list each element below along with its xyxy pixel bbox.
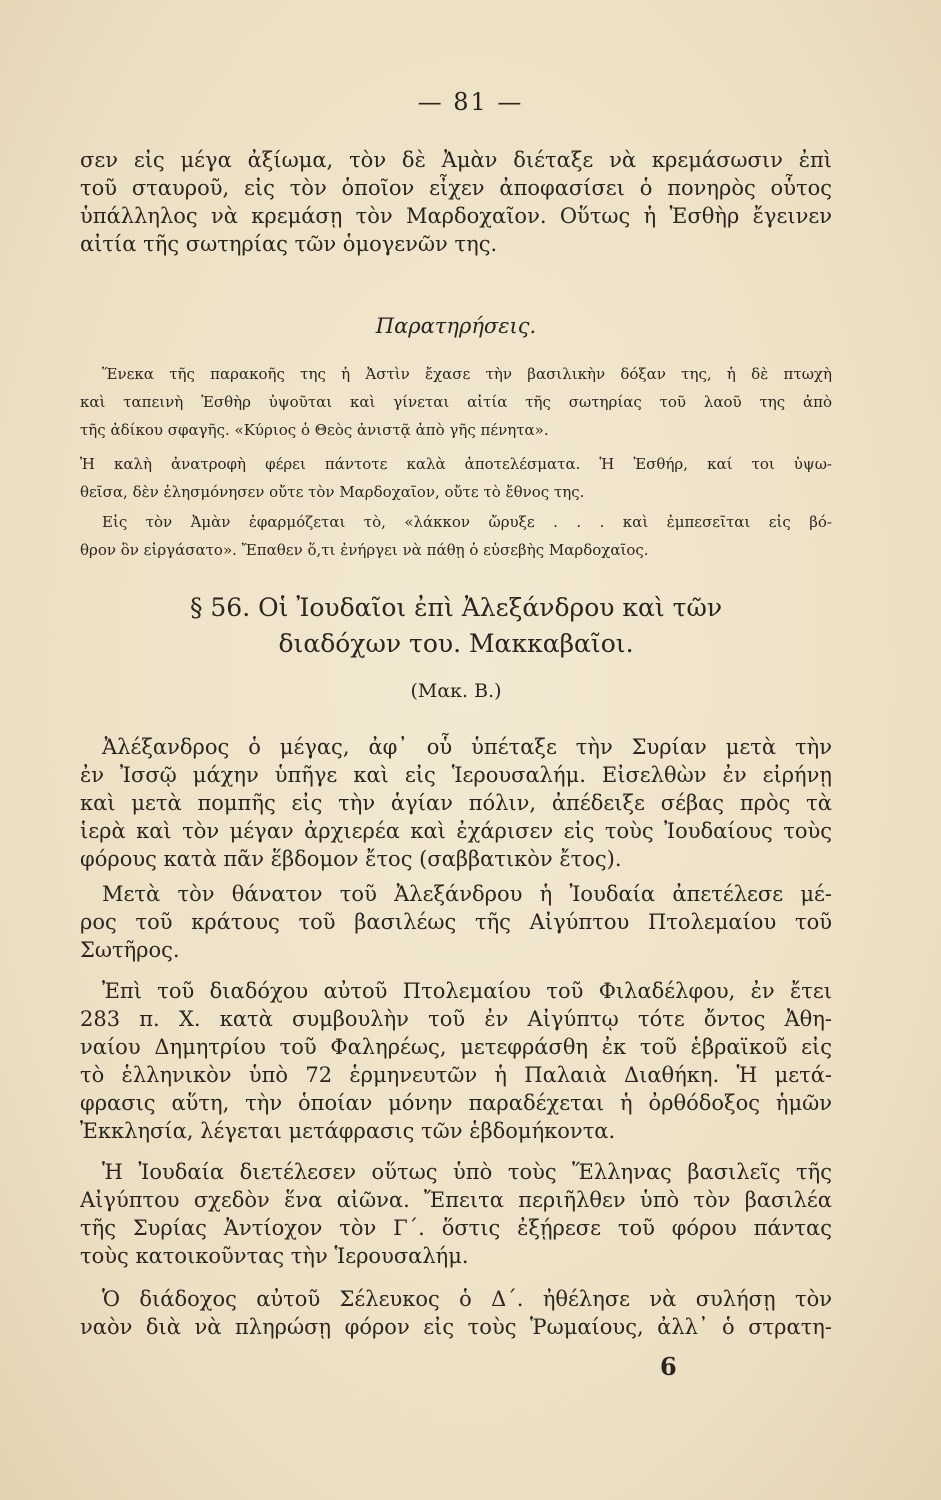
text-line: ναὸν διὰ νὰ πληρώσῃ φόρον εἰς τοὺς Ῥωμαίους, ἀλλ᾽ ὁ στρατη-	[80, 1315, 832, 1339]
text-line: Σωτῆρος.	[80, 938, 180, 962]
remarks-note-2	[80, 450, 832, 506]
text-line: Ἡ Ἰουδαία διετέλεσεν οὕτως ὑπὸ τοὺς Ἕλληνας βασιλεῖς τῆς	[102, 1160, 832, 1184]
section-ref: (Μακ. Β.)	[410, 680, 502, 702]
paragraph-continued	[80, 146, 832, 258]
text-line: φρασις αὕτη, τὴν ὁποίαν μόνην παραδέχεται ἡ ὀρθόδοξος ἡμῶν	[80, 1091, 832, 1115]
text-line: καὶ μετὰ πομπῆς εἰς τὴν ἁγίαν πόλιν, ἀπέδειξε σέβας πρὸς τὰ	[80, 791, 832, 815]
note-line: Ἕνεκα τῆς παρακοῆς της ἡ Ἀστὶν ἔχασε τὴν βασιλικὴν δόξαν της, ἡ δὲ πτωχὴ	[102, 365, 832, 383]
remarks-heading	[80, 312, 832, 340]
paragraph-ptolemy	[80, 880, 832, 964]
section-heading-line-1: § 56. Οἱ Ἰουδαῖοι ἐπὶ Ἀλεξάνδρου καὶ τῶν	[189, 593, 723, 622]
text-line: τῆς Συρίας Ἀντίοχον τὸν Γ΄. ὅστις ἐξῄρεσε τοῦ φόρου πάντας	[80, 1216, 832, 1240]
text-line: φόρους κατὰ πᾶν ἕβδομον ἔτος (σαββατικὸν ἔτος).	[80, 847, 622, 871]
text-line: Μετὰ τὸν θάνατον τοῦ Ἀλεξάνδρου ἡ Ἰουδαία ἀπετέλεσε μέ-	[102, 882, 832, 906]
text-line: Ἐκκλησία, λέγεται μετάφρασις τῶν ἑβδομήκοντα.	[80, 1119, 616, 1143]
remarks-title: Παρατηρήσεις.	[375, 314, 537, 338]
text-line: τὸ ἑλληνικὸν ὑπὸ 72 ἑρμηνευτῶν ἡ Παλαιὰ Διαθήκη. Ἡ μετά-	[80, 1063, 832, 1087]
signature-mark: 6	[660, 1352, 677, 1381]
page-number: — 81 —	[417, 88, 524, 116]
paragraph-alexander	[80, 733, 832, 873]
paragraph-antiochus	[80, 1158, 832, 1270]
section-heading-line-2: διαδόχων του. Μακκαβαῖοι.	[278, 629, 634, 658]
text-line: τοῦ σταυροῦ, εἰς τὸν ὁποῖον εἶχεν ἀποφασίσει ὁ πονηρὸς οὗτος	[80, 176, 832, 200]
remarks-note-1	[80, 360, 832, 444]
remarks-note-3	[80, 508, 832, 564]
section-heading	[80, 590, 832, 662]
text-line: Ἀλέξανδρος ὁ μέγας, ἀφ᾽ οὗ ὑπέταξε τὴν Συρίαν μετὰ τὴν	[102, 735, 832, 759]
text-line: Ὁ διάδοχος αὐτοῦ Σέλευκος ὁ Δ΄. ἠθέλησε νὰ συλήσῃ τὸν	[102, 1287, 832, 1311]
text-line: ρος τοῦ κράτους τοῦ βασιλέως τῆς Αἰγύπτου Πτολεμαίου τοῦ	[80, 910, 832, 934]
paragraph-septuagint	[80, 977, 832, 1145]
note-line: Ἡ καλὴ ἀνατροφὴ φέρει πάντοτε καλὰ ἀποτελέσματα. Ἡ Ἐσθήρ, καί τοι ὑψω-	[80, 455, 832, 473]
note-line: θρον ὃν εἰργάσατο». Ἔπαθεν ὅ,τι ἐνήργει νὰ πάθῃ ὁ εὐσεβὴς Μαρδοχαῖος.	[80, 541, 649, 559]
text-line: ὑπάλληλος νὰ κρεμάσῃ τὸν Μαρδοχαῖον. Οὕτως ἡ Ἐσθὴρ ἔγεινεν	[80, 204, 832, 228]
paragraph-seleucus	[80, 1285, 832, 1341]
text-line: σεν εἰς μέγα ἀξίωμα, τὸν δὲ Ἀμὰν διέταξε νὰ κρεμάσωσιν ἐπὶ	[80, 148, 832, 172]
text-line: τοὺς κατοικοῦντας τὴν Ἱερουσαλήμ.	[80, 1244, 469, 1268]
note-line: Εἰς τὸν Ἀμὰν ἐφαρμόζεται τὸ, «λάκκον ὤρυξε . . . καὶ ἐμπεσεῖται εἰς βό-	[102, 513, 832, 531]
text-line: αἰτία τῆς σωτηρίας τῶν ὁμογενῶν της.	[80, 232, 498, 256]
note-line: καὶ ταπεινὴ Ἐσθὴρ ὑψοῦται καὶ γίνεται αἰτία τῆς σωτηρίας τοῦ λαοῦ της ἀπὸ	[80, 393, 832, 411]
section-reference	[80, 680, 832, 702]
text-line: Ἐπὶ τοῦ διαδόχου αὐτοῦ Πτολεμαίου τοῦ Φιλαδέλφου, ἐν ἔτει	[102, 979, 832, 1003]
note-line: τῆς ἀδίκου σφαγῆς. «Κύριος ὁ Θεὸς ἀνιστᾷ ἀπὸ γῆς πένητα».	[80, 421, 549, 439]
text-line: ναίου Δημητρίου τοῦ Φαληρέως, μετεφράσθη ἐκ τοῦ ἑβραϊκοῦ εἰς	[80, 1035, 832, 1059]
text-line: ἐν Ἰσσῷ μάχην ὑπῆγε καὶ εἰς Ἱερουσαλήμ. Εἰσελθὼν ἐν εἰρήνῃ	[80, 763, 832, 787]
note-line: θεῖσα, δὲν ἐλησμόνησεν οὔτε τὸν Μαρδοχαῖον, οὔτε τὸ ἔθνος της.	[80, 483, 585, 501]
text-line: Αἰγύπτου σχεδὸν ἕνα αἰῶνα. Ἔπειτα περιῆλθεν ὑπὸ τὸν βασιλέα	[80, 1188, 832, 1212]
text-line: ἱερὰ καὶ τὸν μέγαν ἀρχιερέα καὶ ἐχάρισεν εἰς τοὺς Ἰουδαίους τοὺς	[80, 819, 832, 843]
text-line: 283 π. Χ. κατὰ συμβουλὴν τοῦ ἐν Αἰγύπτῳ τότε ὄντος Ἀθη-	[80, 1007, 832, 1031]
